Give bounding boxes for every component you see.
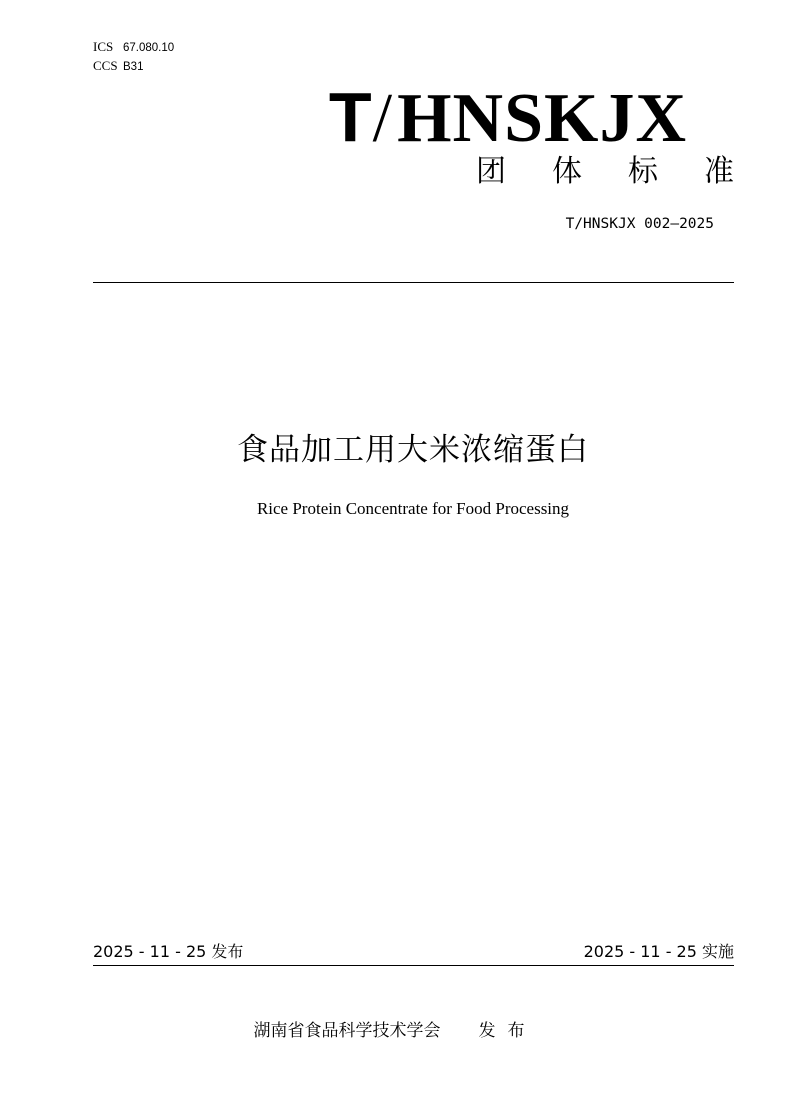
publisher-line xyxy=(0,1019,790,1043)
implementation-date: 2025 - 11 - 25 实施 xyxy=(583,942,734,961)
issue-date: 2025 - 11 - 25 发布 xyxy=(93,942,244,961)
standard-prefix: T xyxy=(328,78,373,156)
classification-codes xyxy=(93,38,174,76)
standard-type xyxy=(476,150,734,194)
standard-type-char: 准 xyxy=(704,154,734,189)
ccs-value: B31 xyxy=(123,61,144,73)
standard-type-char: 团 xyxy=(476,154,552,189)
ics-label: ICS xyxy=(93,39,114,54)
standard-code: HNSKJX xyxy=(397,80,687,157)
standard-type-char: 标 xyxy=(628,154,704,189)
document-title-english: Rice Protein Concentrate for Food Processing xyxy=(256,499,570,518)
standard-code-title xyxy=(329,80,687,156)
ccs-row xyxy=(93,57,174,76)
ics-row xyxy=(93,38,174,57)
document-title-chinese: 食品加工用大米浓缩蛋白 xyxy=(237,432,589,468)
header-divider xyxy=(93,282,734,283)
publish-action: 发布 xyxy=(478,1021,537,1041)
publisher-name: 湖南省食品科学技术学会 xyxy=(253,1021,441,1041)
ccs-label: CCS xyxy=(93,58,118,73)
footer-divider xyxy=(93,965,734,966)
standard-slash: / xyxy=(372,80,394,157)
standard-number: T/HNSKJX 002—2025 xyxy=(565,216,714,232)
ics-value: 67.080.10 xyxy=(123,42,175,54)
standard-type-char: 体 xyxy=(552,154,628,189)
